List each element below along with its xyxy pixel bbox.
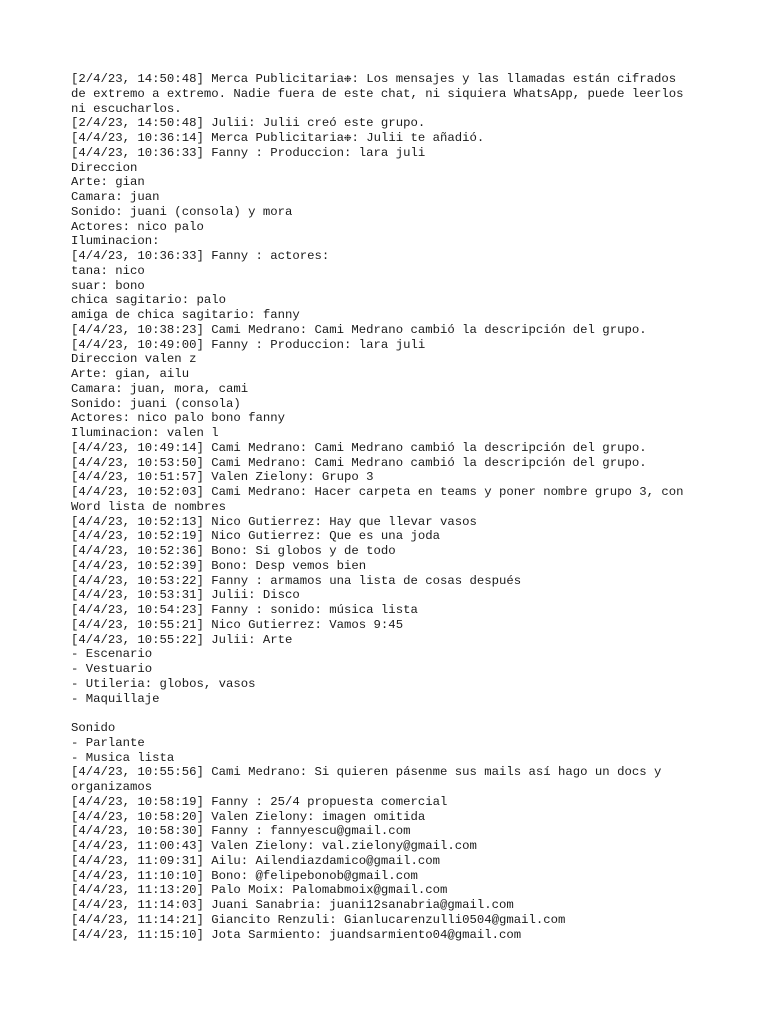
- transcript-line: Sonido: [71, 721, 116, 735]
- transcript-line: [4/4/23, 11:14:21] Giancito Renzuli: Gianlucarenzulli0504@gmail.com: [71, 912, 566, 927]
- transcript-line: Actores: nico palo: [71, 219, 204, 234]
- transcript-line: - Vestuario: [71, 662, 153, 676]
- transcript-line: [4/4/23, 11:15:10] Jota Sarmiento: juandsarmiento04@gmail.com: [71, 927, 522, 942]
- transcript-line: Arte: gian: [71, 175, 145, 190]
- transcript-line: [4/4/23, 11:13:20] Palo Moix: Palomabmoix@gmail.com: [71, 883, 448, 898]
- transcript-line: Camara: juan, mora, cami: [71, 381, 249, 396]
- transcript-line: [4/4/23, 10:54:23] Fanny : sonido: música lista: [71, 603, 418, 617]
- chat-transcript: [71, 72, 751, 942]
- transcript-line: ni escucharlos.: [71, 101, 182, 116]
- transcript-line: [4/4/23, 10:36:14] Merca Publicitaria❉: Julii te añadió.: [71, 131, 485, 145]
- transcript-line: [4/4/23, 10:58:30] Fanny : fannyescu@gmail.com: [71, 824, 411, 839]
- transcript-line: Direccion: [71, 160, 138, 175]
- transcript-line: tana: nico: [71, 263, 145, 278]
- transcript-line: Direccion valen z: [71, 352, 197, 367]
- transcript-line: Word lista de nombres: [71, 499, 226, 514]
- transcript-line: [4/4/23, 10:51:57] Valen Zielony: Grupo 3: [71, 470, 374, 485]
- transcript-line: - Utileria: globos, vasos: [71, 676, 256, 691]
- transcript-line: [4/4/23, 10:49:00] Fanny : Produccion: lara juli: [71, 337, 426, 352]
- transcript-line: [4/4/23, 10:52:36] Bono: Si globos y de todo: [71, 544, 396, 558]
- transcript-line: [4/4/23, 10:52:19] Nico Gutierrez: Que es una joda: [71, 529, 440, 544]
- transcript-line: Iluminacion: valen l: [71, 426, 219, 440]
- transcript-line: de extremo a extremo. Nadie fuera de este chat, ni siquiera WhatsApp, puede leerlos: [71, 86, 684, 101]
- transcript-line: [2/4/23, 14:50:48] Julii: Julii creó este grupo.: [71, 116, 426, 131]
- transcript-line: Sonido: juani (consola): [71, 396, 241, 411]
- transcript-line: - Escenario: [71, 647, 153, 662]
- transcript-line: [71, 706, 751, 721]
- transcript-line: Arte: gian, ailu: [71, 367, 190, 381]
- transcript-line: - Parlante: [71, 735, 145, 750]
- transcript-line: [4/4/23, 10:52:39] Bono: Desp vemos bien: [71, 558, 367, 573]
- transcript-line: [4/4/23, 10:55:56] Cami Medrano: Si quieren pásenme sus mails así hago un docs y: [71, 765, 662, 780]
- transcript-line: [4/4/23, 10:53:22] Fanny : armamos una lista de cosas después: [71, 573, 522, 588]
- transcript-line: [4/4/23, 10:38:23] Cami Medrano: Cami Medrano cambió la descripción del grupo.: [71, 322, 647, 337]
- transcript-line: [4/4/23, 10:53:50] Cami Medrano: Cami Medrano cambió la descripción del grupo.: [71, 455, 647, 470]
- transcript-line: Camara: juan: [71, 190, 160, 204]
- transcript-line: suar: bono: [71, 278, 145, 293]
- transcript-line: amiga de chica sagitario: fanny: [71, 308, 300, 322]
- transcript-line: [4/4/23, 10:36:33] Fanny : Produccion: lara juli: [71, 145, 426, 160]
- transcript-line: [4/4/23, 10:58:19] Fanny : 25/4 propuesta comercial: [71, 794, 448, 809]
- transcript-line: [4/4/23, 11:10:10] Bono: @felipebonob@gmail.com: [71, 868, 418, 883]
- transcript-line: [4/4/23, 10:53:31] Julii: Disco: [71, 588, 300, 603]
- transcript-line: [4/4/23, 10:55:22] Julii: Arte: [71, 632, 293, 647]
- transcript-line: Actores: nico palo bono fanny: [71, 411, 286, 426]
- transcript-line: [4/4/23, 11:09:31] Ailu: Ailendiazdamico@gmail.com: [71, 853, 440, 868]
- transcript-line: organizamos: [71, 780, 153, 794]
- transcript-line: [4/4/23, 10:36:33] Fanny : actores:: [71, 249, 330, 263]
- transcript-line: [4/4/23, 11:00:43] Valen Zielony: val.zielony@gmail.com: [71, 839, 477, 853]
- transcript-line: - Maquillaje: [71, 691, 160, 706]
- transcript-line: [4/4/23, 10:55:21] Nico Gutierrez: Vamos 9:45: [71, 617, 404, 632]
- transcript-line: [2/4/23, 14:50:48] Merca Publicitaria❉: Los mensajes y las llamadas están cifrados: [71, 72, 677, 86]
- transcript-line: - Musica lista: [71, 750, 175, 765]
- transcript-line: [4/4/23, 10:58:20] Valen Zielony: imagen omitida: [71, 809, 426, 824]
- transcript-line: [4/4/23, 10:49:14] Cami Medrano: Cami Medrano cambió la descripción del grupo.: [71, 440, 647, 455]
- transcript-line: [4/4/23, 11:14:03] Juani Sanabria: juani12sanabria@gmail.com: [71, 898, 514, 912]
- transcript-line: [4/4/23, 10:52:03] Cami Medrano: Hacer carpeta en teams y poner nombre grupo 3, con: [71, 485, 684, 499]
- transcript-line: Iluminacion:: [71, 234, 160, 249]
- transcript-line: [4/4/23, 10:52:13] Nico Gutierrez: Hay que llevar vasos: [71, 514, 477, 529]
- transcript-line: chica sagitario: palo: [71, 293, 226, 308]
- transcript-line: Sonido: juani (consola) y mora: [71, 204, 293, 219]
